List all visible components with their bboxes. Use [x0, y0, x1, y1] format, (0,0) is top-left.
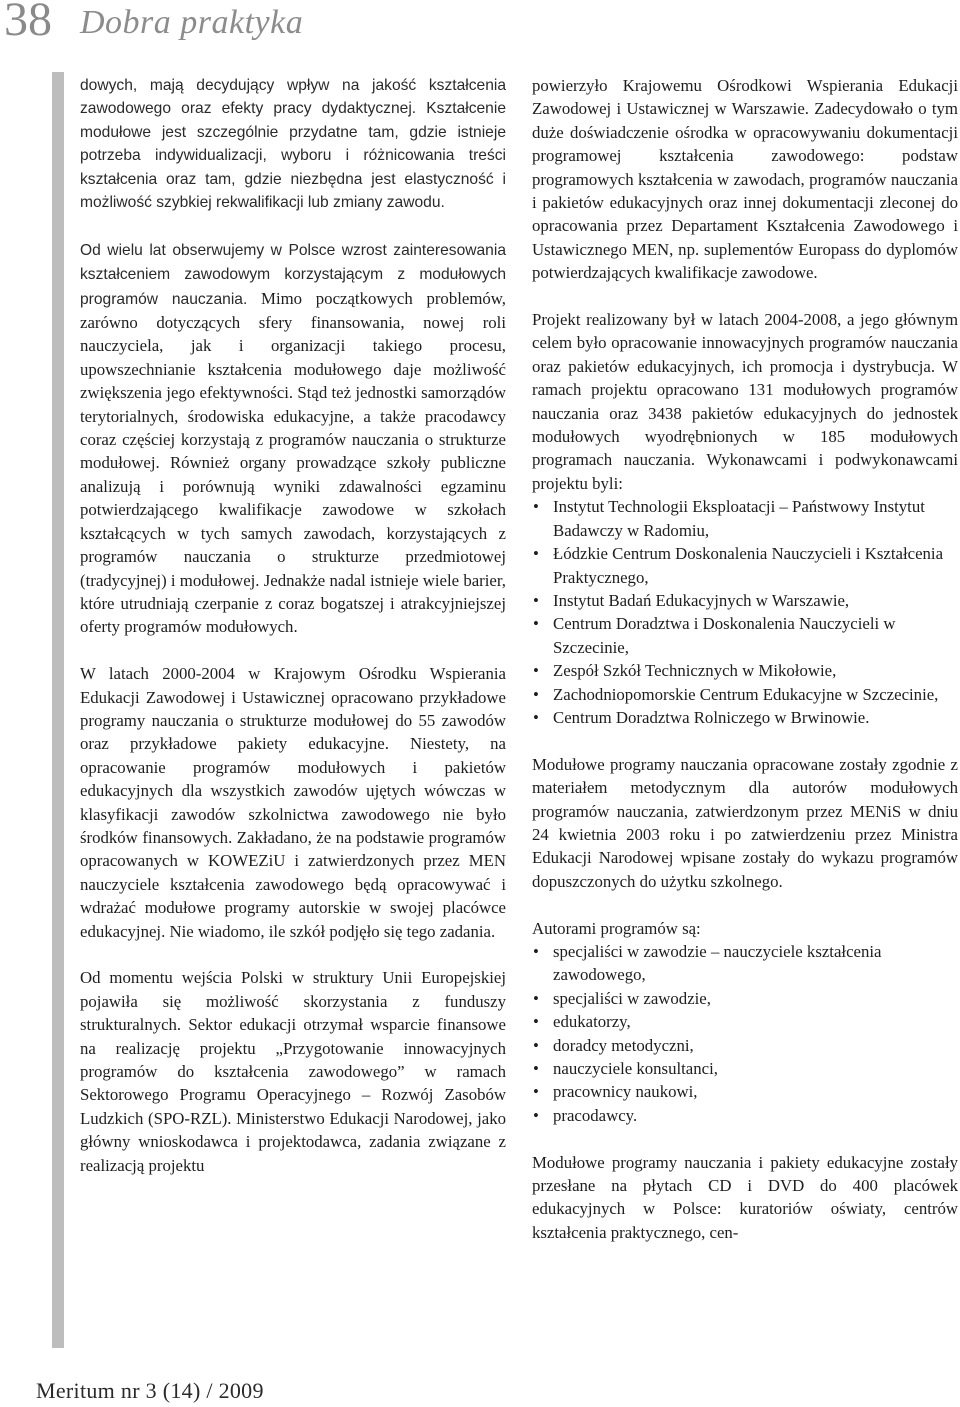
list-item: • pracownicy naukowi,: [553, 1080, 958, 1103]
paragraph-approval: Modułowe programy nauczania opracowane zostały zgodnie z materiałem metodycznym dla autorów modułowych programów nauczania, zatwierdzonym przez MENiS w dniu 24 kwietnia 2003 roku i po zatwierdzeniu przez Ministra Edukacji Narodowej wpisane zostały do wykazu programów dopuszczonych do użytku szkolnego.: [532, 754, 958, 891]
authors-intro: Autorami programów są:: [532, 918, 701, 938]
list-item: • Łódzkie Centrum Doskonalenia Nauczycieli i Kształcenia Praktycznego,: [553, 542, 958, 589]
authors-list: [532, 940, 958, 1127]
list-item: • Zespół Szkół Technicznych w Mikołowie,: [553, 659, 958, 682]
paragraph-koweziu: W latach 2000-2004 w Krajowym Ośrodku Wspierania Edukacji Zawodowej i Ustawicznej opracowano przykładowe programy nauczania o strukturze modułowej do 55 zawodów oraz przykładowe pakiety edukacyjne. Niestety, na opracowanie programów modułowych i pakietów edukacyjnych dla wszystkich zawodów ujętych wówczas w klasyfikacji zawodów szkolnictwa zawodowego nie było środków finansowych. Zakładano, że na podstawie programów opracowanych w KOWEZiU i zatwierdzonych przez MEN nauczyciele kształcenia zawodowego będą opracowywać i wdrażać modułowe programy autorskie w swojej placówce edukacyjnej. Nie wiadomo, ile szkół podjęło się tego zadania.: [80, 664, 506, 941]
list-item: • Centrum Doradztwa i Doskonalenia Nauczycieli w Szczecinie,: [553, 612, 958, 659]
section-title: Dobra praktyka: [80, 4, 304, 41]
list-item: • Zachodniopomorskie Centrum Edukacyjne w Szczecinie,: [553, 683, 958, 706]
left-column: [80, 74, 506, 1200]
paragraph-eu-funds: Od momentu wejścia Polski w struktury Unii Europejskiej pojawiła się możliwość skorzystania z funduszy strukturalnych. Sektor edukacji otrzymał wsparcie finansowe na realizację projektu „Przygotowanie innowacyjnych programów do kształcenia zawodowego” w ramach Sektorowego Programu Operacyjnego – Rozwój Zasobów Ludzkich (SPO-RZL). Ministerstwo Edukacji Narodowej, jako główny wnioskodawca i projektodawca, zadania związane z realizacją projektu: [80, 968, 506, 1175]
list-item: • doradcy metodyczni,: [553, 1034, 958, 1057]
journal-footer: Meritum nr 3 (14) / 2009: [36, 1378, 264, 1403]
paragraph-interest-body: Mimo początkowych problemów, zarówno dotyczących sfery finansowania, nowej roli nauczyciela, jak i organizacji takiego procesu, upowszechnianie kształcenia modułowego daje możliwość zwiększenia jego efektywności. Stąd też jednostki samorządów terytorialnych, środowiska edukacyjne, a także pracodawcy coraz częściej korzystają z programów nauczania o strukturze modułowej. Również organy prowadzące szkoły publiczne analizują i porównują wyniki zdawalności egzaminu potwierdzającego kwalifikacje zawodowe w szkołach kształcących w tych samych zawodach, korzystających z programów nauczania o strukturze przedmiotowej (tradycyjnej) i modułowej. Jednakże nadal istnieje wiele barier, które utrudniają czerpanie z coraz bogatszej i atrakcyjniejszej oferty programów modułowych.: [80, 288, 506, 637]
paragraph-intro: dowych, mają decydujący wpływ na jakość kształcenia zawodowego oraz efekty pracy dydaktycznej. Kształcenie modułowe jest szczególnie przydatne tam, gdzie istnieje potrzeba indywidualizacji, wyboru i różnicowania treści kształcenia oraz tam, gdzie niezbędna jest elastyczność i możliwość szybkiej rekwalifikacji lub zmiany zawodu.: [80, 77, 506, 212]
page-number: 38: [4, 0, 52, 46]
list-item: • nauczyciele konsultanci,: [553, 1057, 958, 1080]
paragraph-distribution: Modułowe programy nauczania i pakiety edukacyjne zostały przesłane na płytach CD i DVD do 400 placówek edukacyjnych w Polsce: kuratoriów oświaty, centrów kształcenia praktycznego, cen-: [532, 1152, 958, 1242]
contractors-list: [532, 495, 958, 729]
list-item: • Instytut Technologii Eksploatacji – Państwowy Instytut Badawczy w Radomiu,: [553, 495, 958, 542]
list-item: • pracodawcy.: [553, 1104, 958, 1127]
right-column: [532, 74, 958, 1268]
list-item: • specjaliści w zawodzie – nauczyciele kształcenia zawodowego,: [553, 940, 958, 987]
paragraph-interest: [80, 238, 506, 639]
paragraph-project: Projekt realizowany był w latach 2004-2008, a jego głównym celem było opracowanie innowacyjnych programów nauczania oraz pakietów edukacyjnych, ich promocja i dystrybucja. W ramach projektu opracowano 131 modułowych programów nauczania oraz 3438 pakietów edukacyjnych do jednostek modułowych wyodrębnionych w 185 modułowych programach nauczania. Wykonawcami i podwykonawcami projektu byli:: [532, 310, 958, 493]
list-item: • Centrum Doradztwa Rolniczego w Brwinowie.: [553, 706, 958, 729]
left-margin-rule: [52, 72, 64, 1348]
list-item: • specjaliści w zawodzie,: [553, 987, 958, 1010]
paragraph-interest-lead: Od wielu lat obserwujemy w Polsce wzrost zainteresowania kształceniem zawodowym korzystającym z modułowych programów nauczania.: [80, 241, 506, 308]
list-item: • edukatorzy,: [553, 1010, 958, 1033]
paragraph-entrusted: powierzyło Krajowemu Ośrodkowi Wspierania Edukacji Zawodowej i Ustawicznej w Warszawie. Zadecydowało o tym duże doświadczenie ośrodka w opracowywaniu dokumentacji programowej kształcenia zawodowego: podstaw programowych kształcenia w zawodach, programów nauczania i pakietów edukacyjnych oraz innej dokumentacji zleconej do opracowania przez Departament Kształcenia Zawodowego i Ustawicznego MEN, np. suplementów Europass do dyplomów potwierdzających kwalifikacje zawodowe.: [532, 76, 958, 283]
list-item: • Instytut Badań Edukacyjnych w Warszawie,: [553, 589, 958, 612]
